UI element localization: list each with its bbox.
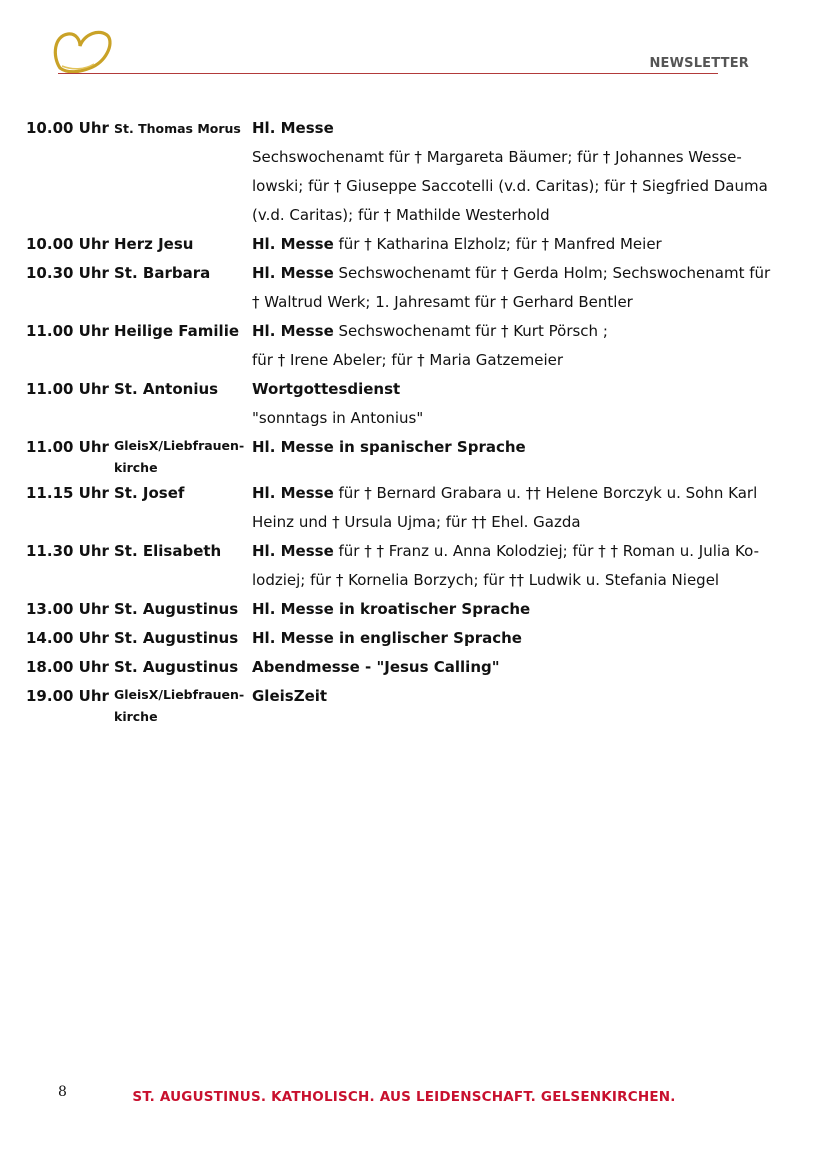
service-schedule: [26, 114, 786, 728]
schedule-row: [26, 653, 786, 682]
service-intention-line: † Waltrud Werk; 1. Jahresamt für † Gerhard Bentler: [252, 293, 633, 311]
service-title: Hl. Messe in spanischer Sprache: [252, 438, 526, 456]
service-time: 10.30 Uhr: [26, 264, 109, 282]
service-title: Hl. Messe in kroatischer Sprache: [252, 600, 531, 618]
service-title: Abendmesse - "Jesus Calling": [252, 658, 500, 676]
service-intention-line: (v.d. Caritas); für † Mathilde Westerhold: [252, 206, 550, 224]
service-time: 13.00 Uhr: [26, 600, 109, 618]
service-location: St. Augustinus: [114, 629, 239, 647]
service-description: [252, 624, 786, 653]
service-time: 19.00 Uhr: [26, 687, 109, 705]
service-location: St. Augustinus: [114, 600, 239, 618]
service-description: [252, 230, 786, 259]
service-intention-line: "sonntags in Antonius": [252, 409, 424, 427]
service-title: Hl. Messe: [252, 484, 334, 502]
service-title: Hl. Messe: [252, 119, 334, 137]
service-description: [252, 433, 786, 479]
service-location: Heilige Familie: [114, 322, 240, 340]
service-intention-line: lowski; für † Giuseppe Saccotelli (v.d. Caritas); für † Siegfried Dauma: [252, 177, 768, 195]
schedule-row: [26, 595, 786, 624]
service-intention: Sechswochenamt für † Gerda Holm; Sechswochenamt für: [333, 264, 771, 282]
service-description: [252, 682, 786, 728]
service-location: St. Barbara: [114, 264, 211, 282]
service-description: [252, 114, 786, 230]
service-title: Hl. Messe: [252, 322, 334, 340]
schedule-row: [26, 114, 786, 230]
service-title: GleisZeit: [252, 687, 328, 705]
service-intention: für † Katharina Elzholz; für † Manfred Meier: [333, 235, 662, 253]
service-intention: für † † Franz u. Anna Kolodziej; für † † Roman u. Julia Ko-: [333, 542, 759, 560]
service-location: St. Antonius: [114, 380, 219, 398]
service-description: [252, 595, 786, 624]
service-title: Hl. Messe: [252, 542, 334, 560]
header-title: NEWSLETTER: [649, 56, 749, 71]
service-description: [252, 317, 786, 375]
service-location: GleisX/Liebfrauen- kirche: [114, 438, 245, 475]
schedule-row: [26, 433, 786, 479]
service-time: 11.30 Uhr: [26, 542, 109, 560]
service-location: St. Thomas Morus: [114, 121, 241, 136]
service-title: Hl. Messe: [252, 235, 334, 253]
service-time: 11.00 Uhr: [26, 380, 109, 398]
schedule-row: [26, 537, 786, 595]
service-intention-line: Heinz und † Ursula Ujma; für †† Ehel. Gazda: [252, 513, 581, 531]
service-description: [252, 537, 786, 595]
schedule-row: [26, 230, 786, 259]
service-time: 11.00 Uhr: [26, 438, 109, 456]
service-location: St. Augustinus: [114, 658, 239, 676]
service-time: 11.00 Uhr: [26, 322, 109, 340]
service-description: [252, 375, 786, 433]
service-title: Hl. Messe: [252, 264, 334, 282]
service-intention-line: Sechswochenamt für † Margareta Bäumer; für † Johannes Wesse-: [252, 148, 742, 166]
heart-logo-icon: [50, 26, 114, 76]
service-time: 11.15 Uhr: [26, 484, 109, 502]
schedule-row: [26, 317, 786, 375]
page-number: 8: [58, 1084, 67, 1100]
schedule-row: [26, 479, 786, 537]
service-description: [252, 479, 786, 537]
service-location: Herz Jesu: [114, 235, 194, 253]
schedule-row: [26, 624, 786, 653]
schedule-row: [26, 375, 786, 433]
service-intention-line: lodziej; für † Kornelia Borzych; für †† Ludwik u. Stefania Niegel: [252, 571, 720, 589]
service-intention: für † Bernard Grabara u. †† Helene Borczyk u. Sohn Karl: [333, 484, 758, 502]
service-time: 10.00 Uhr: [26, 235, 109, 253]
service-title: Hl. Messe in englischer Sprache: [252, 629, 522, 647]
service-intention-line: für † Irene Abeler; für † Maria Gatzemeier: [252, 351, 564, 369]
service-time: 14.00 Uhr: [26, 629, 109, 647]
service-location: GleisX/Liebfrauen- kirche: [114, 687, 245, 724]
header-divider: [58, 73, 718, 74]
service-time: 18.00 Uhr: [26, 658, 109, 676]
service-description: [252, 653, 786, 682]
service-location: St. Josef: [114, 484, 185, 502]
schedule-row: [26, 259, 786, 317]
footer-slogan: ST. AUGUSTINUS. KATHOLISCH. AUS LEIDENSCHAFT. GELSENKIRCHEN.: [132, 1089, 676, 1105]
service-time: 10.00 Uhr: [26, 119, 109, 137]
service-title: Wortgottesdienst: [252, 380, 401, 398]
service-intention: Sechswochenamt für † Kurt Pörsch ;: [333, 322, 608, 340]
schedule-row: [26, 682, 786, 728]
service-location: St. Elisabeth: [114, 542, 222, 560]
service-description: [252, 259, 786, 317]
